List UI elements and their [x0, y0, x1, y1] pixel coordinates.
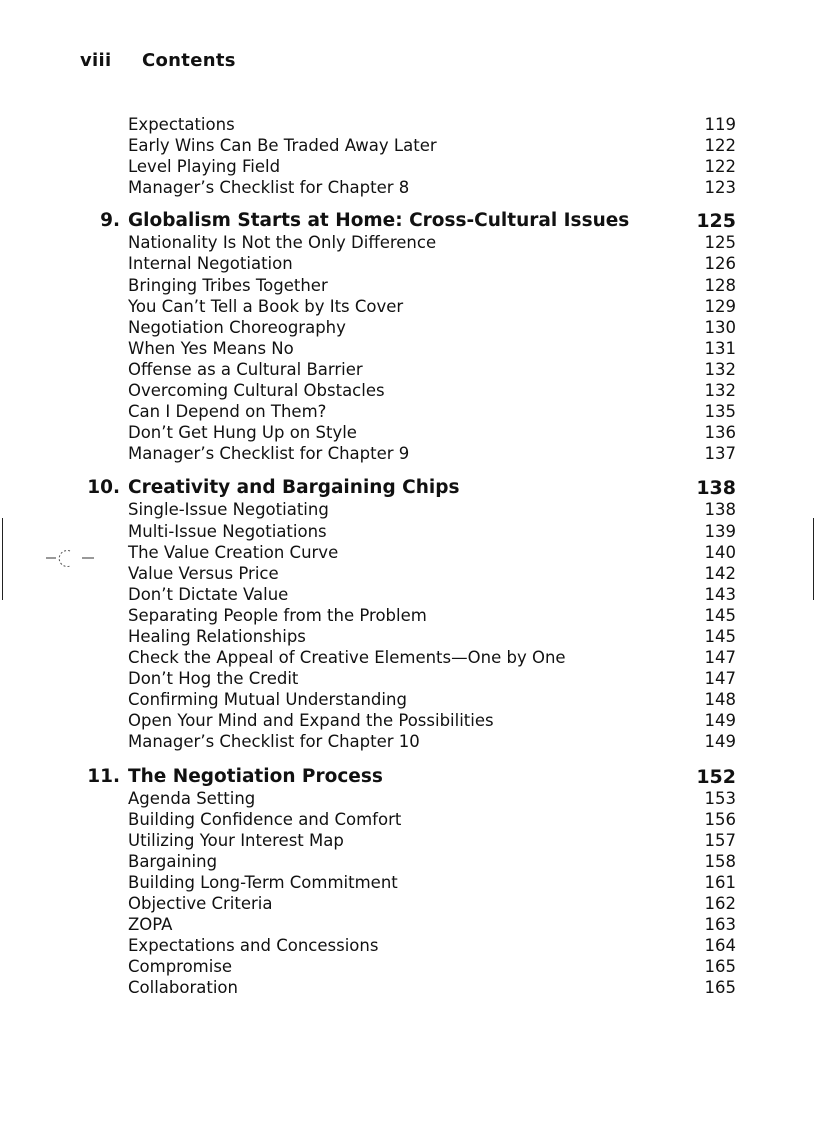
entry-title: Expectations: [128, 115, 235, 134]
entry-title: Check the Appeal of Creative Elements—One by One: [128, 648, 566, 668]
entry-page-number: 123: [704, 178, 736, 198]
entry-page-number: 138: [704, 500, 736, 520]
toc-entry: [0, 584, 816, 605]
entry-title: Building Confidence and Comfort: [128, 809, 402, 829]
page-number: viii: [80, 50, 112, 71]
entry-title: You Can’t Tell a Book by Its Cover: [128, 296, 404, 316]
toc-entry: [0, 443, 816, 464]
chapter-number: 9.: [100, 210, 120, 232]
entry-page-number: 129: [704, 296, 736, 316]
chapter-title: Creativity and Bargaining Chips: [128, 477, 460, 499]
entry-title: Open Your Mind and Expand the Possibilities: [128, 711, 494, 731]
entry-page-number: 139: [704, 521, 736, 541]
entry-page-number: 131: [704, 338, 736, 358]
entry-title: ZOPA: [128, 915, 173, 935]
toc-entry: [0, 809, 816, 830]
entry-title: Overcoming Cultural Obstacles: [128, 381, 385, 401]
entry-page-number: 132: [704, 359, 736, 379]
entry-title: Manager’s Checklist for Chapter 9: [128, 444, 410, 464]
chapter-heading: [0, 477, 816, 499]
toc-entry: [0, 851, 816, 872]
entry-title: Nationality Is Not the Only Difference: [128, 233, 437, 253]
page-title: Contents: [142, 50, 236, 71]
entry-page-number: 162: [704, 894, 736, 913]
chapter-page-number: 125: [696, 210, 736, 233]
entry-page-number: 132: [704, 381, 736, 401]
entry-page-number: 163: [704, 915, 736, 935]
entry-page-number: 147: [704, 648, 736, 668]
toc-entry: [0, 380, 816, 401]
entry-title: Offense as a Cultural Barrier: [128, 359, 363, 379]
toc-entry: [0, 135, 816, 156]
toc-entry: [0, 275, 816, 296]
entry-title: The Value Creation Curve: [128, 542, 339, 562]
entry-page-number: 140: [704, 542, 736, 562]
chapter-page-number: 138: [696, 477, 736, 500]
registration-mark-icon: [44, 545, 98, 575]
entry-title: Multi-Issue Negotiations: [128, 521, 327, 541]
entry-title: Negotiation Choreography: [128, 317, 346, 337]
left-margin-line: [2, 518, 3, 600]
entry-page-number: 122: [704, 157, 736, 177]
toc-entry: [0, 177, 816, 198]
section-spacer: [0, 198, 816, 210]
table-of-contents: [0, 114, 816, 998]
toc-entry: [0, 521, 816, 542]
entry-page-number: 158: [704, 851, 736, 871]
chapter-number: 11.: [87, 765, 120, 787]
entry-title: Don’t Get Hung Up on Style: [128, 423, 357, 443]
entry-page-number: 142: [704, 563, 736, 583]
entry-title: Don’t Dictate Value: [128, 584, 289, 604]
toc-entry: [0, 232, 816, 253]
chapter-number: 10.: [87, 477, 120, 499]
toc-entry: [0, 872, 816, 893]
entry-title: Manager’s Checklist for Chapter 8: [128, 178, 410, 198]
section-spacer: [0, 753, 816, 766]
entry-title: Manager’s Checklist for Chapter 10: [128, 732, 420, 752]
page-header: [80, 50, 236, 71]
entry-page-number: 145: [704, 626, 736, 646]
chapter-title: Globalism Starts at Home: Cross-Cultural Issues: [128, 210, 630, 232]
toc-entry: [0, 731, 816, 752]
toc-entry: [0, 710, 816, 731]
toc-entry: [0, 977, 816, 998]
entry-title: Bargaining: [128, 851, 218, 871]
toc-entry: [0, 668, 816, 689]
toc-entry: [0, 338, 816, 359]
entry-title: Healing Relationships: [128, 626, 306, 646]
chapter-heading: [0, 210, 816, 232]
entry-page-number: 147: [704, 669, 736, 689]
toc-entry: [0, 830, 816, 851]
entry-title: Compromise: [128, 957, 233, 977]
entry-page-number: 156: [704, 809, 736, 829]
toc-entry: [0, 499, 816, 520]
toc-entry: [0, 359, 816, 380]
entry-title: Level Playing Field: [128, 157, 281, 177]
toc-entry: [0, 626, 816, 647]
entry-page-number: 149: [704, 711, 736, 731]
entry-page-number: 164: [704, 936, 736, 956]
entry-page-number: 128: [704, 275, 736, 295]
right-margin-line: [813, 518, 814, 600]
toc-entry: [0, 542, 816, 563]
chapter-page-number: 152: [696, 765, 736, 788]
entry-title: Internal Negotiation: [128, 254, 293, 274]
toc-entry: [0, 893, 816, 914]
entry-title: Early Wins Can Be Traded Away Later: [128, 136, 437, 156]
toc-entry: [0, 788, 816, 809]
toc-entry: [0, 935, 816, 956]
entry-page-number: 122: [704, 136, 736, 156]
entry-page-number: 149: [704, 732, 736, 752]
toc-entry: [0, 296, 816, 317]
entry-title: Building Long-Term Commitment: [128, 872, 398, 892]
chapter-title: The Negotiation Process: [128, 765, 383, 787]
toc-entry: [0, 605, 816, 626]
entry-title: Collaboration: [128, 978, 238, 998]
entry-title: Objective Criteria: [128, 894, 273, 913]
entry-page-number: 137: [704, 444, 736, 464]
entry-page-number: 157: [704, 830, 736, 850]
entry-page-number: 125: [704, 233, 736, 253]
entry-page-number: 148: [704, 690, 736, 710]
entry-title: Utilizing Your Interest Map: [128, 830, 344, 850]
entry-title: Expectations and Concessions: [128, 936, 379, 956]
entry-title: Value Versus Price: [128, 563, 279, 583]
toc-entry: [0, 422, 816, 443]
entry-page-number: 145: [704, 605, 736, 625]
entry-title: Confirming Mutual Understanding: [128, 690, 407, 710]
entry-page-number: 165: [704, 957, 736, 977]
toc-entry: [0, 401, 816, 422]
entry-page-number: 126: [704, 254, 736, 274]
toc-entry: [0, 114, 816, 135]
entry-title: Can I Depend on Them?: [128, 402, 327, 422]
entry-title: Bringing Tribes Together: [128, 275, 328, 295]
entry-page-number: 165: [704, 978, 736, 998]
entry-title: Don’t Hog the Credit: [128, 669, 299, 689]
entry-page-number: 143: [704, 584, 736, 604]
entry-page-number: 119: [704, 115, 736, 134]
entry-title: Single-Issue Negotiating: [128, 500, 329, 520]
entry-title: Agenda Setting: [128, 788, 256, 808]
toc-entry: [0, 914, 816, 935]
toc-entry: [0, 156, 816, 177]
entry-page-number: 153: [704, 788, 736, 808]
toc-entry: [0, 647, 816, 668]
chapter-heading: [0, 766, 816, 788]
entry-page-number: 130: [704, 317, 736, 337]
section-spacer: [0, 464, 816, 477]
toc-entry: [0, 317, 816, 338]
entry-title: When Yes Means No: [128, 338, 294, 358]
toc-entry: [0, 956, 816, 977]
entry-page-number: 161: [704, 872, 736, 892]
toc-entry: [0, 253, 816, 274]
entry-page-number: 136: [704, 423, 736, 443]
toc-entry: [0, 563, 816, 584]
toc-entry: [0, 689, 816, 710]
entry-page-number: 135: [704, 402, 736, 422]
entry-title: Separating People from the Problem: [128, 605, 427, 625]
